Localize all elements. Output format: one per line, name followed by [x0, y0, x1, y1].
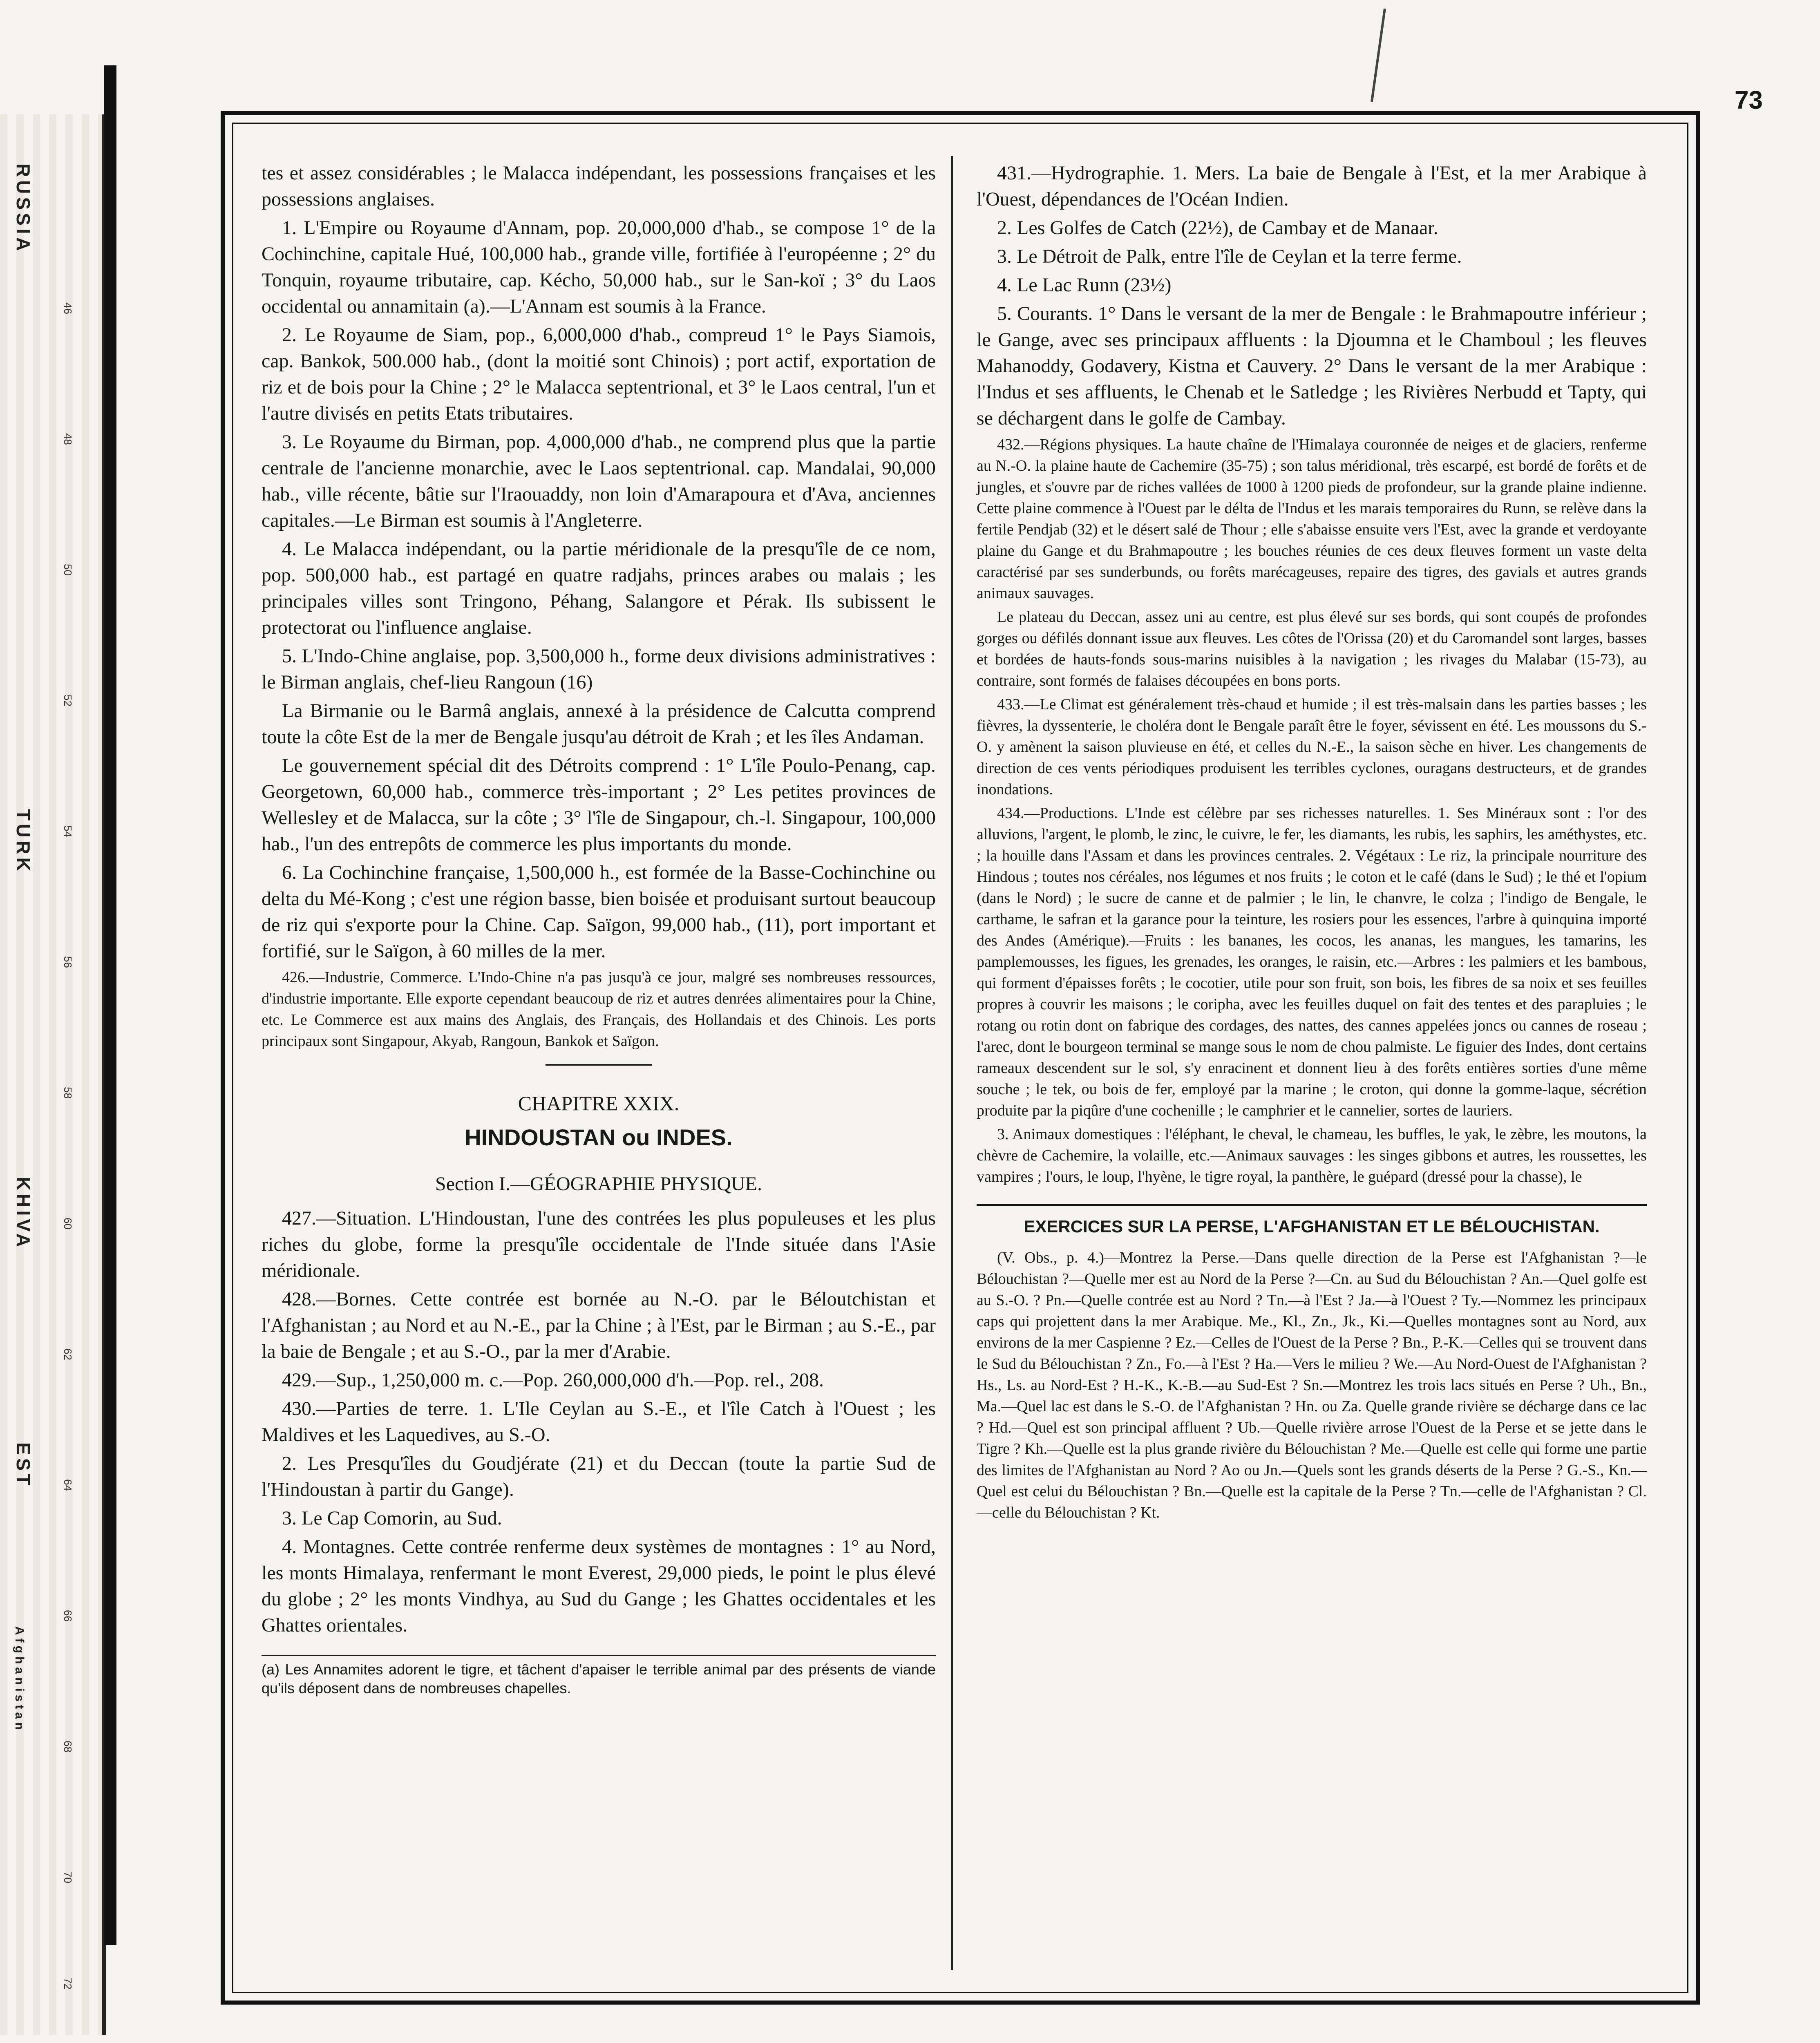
footnote: (a) Les Annamites adorent le tigre, et tâchent d'apaiser le terrible animal par des présents de viande qu'ils déposent dans de nombreuses chapelles.	[262, 1661, 936, 1697]
paragraph-climat: 433.—Le Climat est généralement très-chaud et humide ; il est très-malsain dans les parties basses ; les fièvres, la dyssenterie, le choléra dont le Bengale paraît être le foyer, sévissent en été. Les moussons du S.-O. y amènent la saison pluvieuse en été, et celles du N.-E., la saison sèche en hiver. Les changements de direction de ces vents périodiques produisent les terribles cyclones, ouragans destructeurs, et de grandes inondations.	[977, 696, 1647, 798]
map-number: 70	[62, 1871, 74, 1883]
paragraph-industrie: 426.—Industrie, Commerce. L'Indo-Chine n'a pas jusqu'à ce jour, malgré ses nombreuses ressources, d'industrie importante. Elle exporte cependant beaucoup de riz et autres denrées alimentaires pour la Chine, etc. Le Commerce est aux mains des Anglais, des Français, des Hollandais et des Chinois. Les ports principaux sont Singapour, Akyab, Rangoun, Bankok et Saïgon.	[262, 969, 936, 1050]
paragraph-hydrographie: 431.—Hydrographie. 1. Mers. La baie de Bengale à l'Est, et la mer Arabique à l'Ouest, dépendances de l'Océan Indien.	[977, 162, 1647, 210]
map-strip	[0, 114, 106, 2035]
map-number: 64	[62, 1479, 74, 1491]
map-number: 52	[62, 695, 74, 706]
map-edge	[104, 65, 116, 1945]
paragraph-siam: 2. Le Royaume de Siam, pop., 6,000,000 d'hab., compreud 1° le Pays Siamois, cap. Bankok, 500.000 hab., (dont la moitié sont Chinois) ; port actif, exportation de riz et de bois pour la Chine ; 2° le Malacca septentrional, et 3° le Laos central, l'un et l'autre divisés en petits Etats tributaires.	[262, 324, 936, 424]
paragraph-regions: 432.—Régions physiques. La haute chaîne de l'Himalaya couronnée de neiges et de glaciers, renferme au N.-O. la plaine haute de Cachemire (35-75) ; son talus méridional, très escarpé, est bordé de forêts et de jungles, et s'ouvre par de riches vallées de 1000 à 1200 pieds de profondeur, sur la grande plaine indienne. Cette plaine commence à l'Ouest par le délta de l'Indus et les marais temporaires du Runn, se relève dans la fertile Pendjab (32) et le désert salé de Thour ; elle s'abaisse ensuite vers l'Est, avec la grande et verdoyante plaine du Gange et du Brahmapoutre ; les bouches réunies de ces deux fleuves forment un vaste delta caractérisé par ses sunderbunds, ou forêts marécageuses, repaire des tigres, des gavials et autres grands animaux sauvages.	[977, 436, 1647, 602]
paragraph-annam: 1. L'Empire ou Royaume d'Annam, pop. 20,000,000 d'hab., se compose 1° de la Cochinchine, capitale Hué, 100,000 hab., grande ville, fortifiée à l'européenne ; 2° du Tonquin, royaume tributaire, cap. Kécho, 50,000 hab., sur le San-koï ; 3° du Laos occidental ou annamitain (a).—L'Annam est soumis à la France.	[262, 217, 936, 317]
paragraph-superficie: 429.—Sup., 1,250,000 m. c.—Pop. 260,000,000 d'h.—Pop. rel., 208.	[282, 1369, 824, 1391]
map-number: 54	[62, 825, 74, 837]
paragraph-bornes: 428.—Bornes. Cette contrée est bornée au N.-O. par le Béloutchistan et l'Afghanistan ; au Nord et au N.-E., par la Chine ; à l'Est, par le Birman ; au S.-E., par la baie de Bengale ; et au S.-O., par la mer d'Arabie.	[262, 1288, 936, 1362]
map-number: 48	[62, 433, 74, 445]
chapter-title: HINDOUSTAN ou INDES.	[465, 1124, 733, 1150]
paragraph-courants: 5. Courants. 1° Dans le versant de la mer de Bengale : le Brahmapoutre inférieur ; le Gange, avec ses principaux affluents : la Djoumna et le Chamboul ; les fleuves Mahanoddy, Godavery, Kistna et Cauvery. 2° Dans le versant de la mer Arabique : l'Indus et ses affluents, le Chenab et le Satledge ; les Rivières Nerbudd et Tapty, qui se déchargent dans le golfe de Cambay.	[977, 303, 1647, 429]
paragraph-situation: 427.—Situation. L'Hindoustan, l'une des contrées les plus populeuses et les plus riches du globe, forme la presqu'île occidentale de l'Inde située dans l'Asie méridionale.	[262, 1207, 936, 1281]
exercises-text: (V. Obs., p. 4.)—Montrez la Perse.—Dans quelle direction de la Perse est l'Afghanistan ?—le Bélouchistan ?—Quelle mer est au Nord de la Perse ?—Cn. au Sud du Bélouchistan ? An.—Quel golfe est au S.-O. ? Pn.—Quelle contrée est au Nord ? Tn.—à l'Est ? Ja.—à l'Ouest ? Ty.—Nommez les principaux caps qui projettent dans la mer Arabique. Me., Kl., Zn., Jk., Ki.—Quelles montagnes sont au Nord, aux environs de la mer Caspienne ? Ez.—Celles de l'Ouest de la Perse ? Bn., P.-K.—Celles qui se trouvent dans le Sud du Bélouchistan ? Zn., Fo.—à l'Est ? Ha.—Vers le milieu ? We.—Au Nord-Ouest de l'Afghanistan ? Hs., Ls. au Nord-Est ? H.-K., K.-B.—au Sud-Est ? Sn.—Montrez les trois lacs situés en Perse ? Uh., Bn., Ma.—Quel lac est dans le S.-O. de l'Afghanistan ? Hn. ou Za. Quelle grande rivière se décharge dans ce lac ? Hd.—Quel est son principal affluent ? Ub.—Quelle rivière arrose l'Ouest de la Perse et se jette dans le Tigre ? Kh.—Quelle est la plus grande rivière du Bélouchistan ? Me.—Quelle est celle qui forme une partie des limites de l'Afghanistan au Nord ? Ao ou Jn.—Quels sont les grands déserts de la Perse ? G.-S., Kn.—Quel est celui du Bélouchistan ? Bn.—Quelle est la capitale de la Perse ? Tn.—celle de l'Afghanistan ? Cl.—celle du Bélouchistan ? Kt.	[977, 1249, 1647, 1521]
page-frame	[221, 111, 1700, 2005]
footnote-rule	[262, 1655, 936, 1656]
paragraph-animaux: 3. Animaux domestiques : l'éléphant, le cheval, le chameau, les buffles, le yak, le zèbre, les moutons, la chèvre de Cachemire, la volaille, etc.—Animaux sauvages : les singes gibbons et autres, les roussettes, les vampires ; l'ours, le loup, l'hyène, le tigre royal, la panthère, le guépard (dressé pour la chasse), le	[977, 1126, 1647, 1185]
map-number: 56	[62, 956, 74, 968]
paragraph-detroits: Le gouvernement spécial dit des Détroits comprend : 1° L'île Poulo-Penang, cap. Georgetown, 60,000 hab., commerce très-important ; 2° Les petites provinces de Wellesley et de Malacca, sur la côte ; 3° l'île de Singapour, ch.-l. Singapour, 100,000 hab., l'un des entrepôts de commerce les plus importants du monde.	[262, 755, 936, 855]
exercises-title: EXERCICES SUR LA PERSE, L'AFGHANISTAN ET LE BÉLOUCHISTAN.	[1024, 1217, 1600, 1236]
map-number: 58	[62, 1087, 74, 1099]
left-column	[262, 160, 936, 1698]
paragraph-deccan: Le plateau du Deccan, assez uni au centre, est plus élevé sur ses bords, qui sont coupés de profondes gorges ou défilés donnant issue aux fleuves. Les côtes de l'Orissa (20) et du Caromandel sont larges, basses et bordées de hauts-fonds sous-marins nuisibles à la navigation ; les rivages du Malabar (15-73), au contraire, sont formés de falaises découpées en bons ports.	[977, 608, 1647, 689]
paragraph-indochine: 5. L'Indo-Chine anglaise, pop. 3,500,000 h., forme deux divisions administratives : le Birman anglais, chef-lieu Rangoun (16)	[262, 645, 936, 693]
exercises-box	[977, 1204, 1647, 1523]
paragraph-parties-terre: 430.—Parties de terre. 1. L'Ile Ceylan au S.-E., et l'île Catch à l'Ouest ; les Maldives et les Laquedives, au S.-O.	[262, 1398, 936, 1446]
map-number: 62	[62, 1348, 74, 1360]
map-label-russia: RUSSIA	[13, 163, 34, 254]
paragraph-birmanie: La Birmanie ou le Barmâ anglais, annexé à la présidence de Calcutta comprend toute la côte Est de la mer de Bengale jusqu'au détroit de Krah ; et les îles Andaman.	[262, 700, 936, 748]
paragraph-detroit: 3. Le Détroit de Palk, entre l'île de Ceylan et la terre ferme.	[997, 246, 1462, 267]
paragraph: tes et assez considérables ; le Malacca indépendant, les possessions françaises et les possessions anglaises.	[262, 162, 936, 210]
map-label-khiva: KHIVA	[13, 1177, 34, 1250]
map-number: 72	[62, 1978, 74, 1989]
paragraph-cochinchine: 6. La Cochinchine française, 1,500,000 h., est formée de la Basse-Cochinchine ou delta du Mé-Kong ; c'est une région basse, bien boisée et produisant surtout beaucoup de riz qui s'exporte pour la Chine. Cap. Saïgon, 99,000 hab., (11), port important et fortifié, sur le Saïgon, à 60 milles de la mer.	[262, 862, 936, 962]
page-number: 73	[1735, 86, 1763, 114]
chapter-rule	[546, 1064, 652, 1066]
right-column	[977, 160, 1647, 1526]
map-number: 46	[62, 302, 74, 314]
paragraph-birman: 3. Le Royaume du Birman, pop. 4,000,000 d'hab., ne comprend plus que la partie centrale de l'ancienne monarchie, avec le Laos septentrional. cap. Mandalai, 90,000 hab., ville récente, bâtie sur l'Iraouaddy, non loin d'Amarapoura et d'Ava, anciennes capitales.—Le Birman est soumis à l'Angleterre.	[262, 431, 936, 531]
paragraph-montagnes: 4. Montagnes. Cette contrée renferme deux systèmes de montagnes : 1° au Nord, les monts Himalaya, renfermant le mont Everest, 29,000 pieds, le point le plus élevé du globe ; 2° les monts Vindhya, au Sud du Gange ; les Ghattes occidentales et les Ghattes orientales.	[262, 1536, 936, 1636]
map-label-turk: TURK	[13, 809, 34, 874]
map-label-est: EST	[13, 1442, 34, 1489]
paragraph-cap: 3. Le Cap Comorin, au Sud.	[282, 1507, 502, 1529]
map-label-afghanistan: Afghanistan	[13, 1626, 26, 1733]
section-heading: Section I.—GÉOGRAPHIE PHYSIQUE.	[435, 1173, 762, 1195]
paragraph-malacca: 4. Le Malacca indépendant, ou la partie méridionale de la presqu'île de ce nom, pop. 500,000 hab., est partagé en quatre radjahs, princes arabes ou malais ; les principales villes sont Tringono, Péhang, Salangore et Pérak. Ils subissent le protectorat ou l'influence anglaise.	[262, 538, 936, 638]
map-number: 60	[62, 1218, 74, 1229]
map-number: 66	[62, 1610, 74, 1622]
map-number: 50	[62, 564, 74, 576]
paragraph-lac: 4. Le Lac Runn (23½)	[997, 274, 1172, 296]
map-number: 68	[62, 1741, 74, 1752]
paragraph-golfes: 2. Les Golfes de Catch (22½), de Cambay et de Manaar.	[997, 217, 1438, 239]
column-divider	[951, 156, 953, 1970]
paragraph-productions: 434.—Productions. L'Inde est célèbre par ses richesses naturelles. 1. Ses Minéraux sont : l'or des alluvions, l'argent, le plomb, le zinc, le cuivre, le fer, les diamants, les rubis, les saphirs, les améthystes, etc. ; la houille dans l'Assam et dans les provinces centrales. 2. Végétaux : Le riz, la principale nourriture des Hindous ; toutes nos céréales, nos légumes et nos fruits ; le coton et le café (dans le Sud) ; le thé et l'opium (dans le Nord) ; le sucre de canne et de palmier ; le lin, le chanvre, le colza ; l'indigo de Bengale, le carthame, le safran et la garance pour la teinture, les rosiers pour les essences, l'arbre à quinquina importé des Andes (Amérique).—Fruits : les bananes, les cocos, les ananas, les mangues, les tamarins, les pamplemousses, les figues, les grenades, les oranges, le raisin, etc.—Arbres : les palmiers et les bambous, qui forment d'épaisses forêts ; le cocotier, utile pour son fruit, son bois, les fibres de sa noix et ses feuilles propres à couvrir les maisons ; le coripha, avec les feuilles duquel on fait des tentes et des parapluies ; le rotang ou rotin dont on fabrique des cordages, des nattes, des cannes appelées joncs ou cannes de roseau ; l'arec, dont le bourgeon terminal se mange sous le nom de chou palmiste. Le figuier des Indes, dont certains rameaux descendent sur le sol, s'y enracinent et donnent lieu à des forêts entières sorties d'une même souche ; le tek, ou bois de fer, employé par la marine ; le croton, qui donne la gomme-laque, sécrétion produite par la piqûre d'une cochenille ; le camphrier et le cannelier, sortes de lauriers.	[977, 805, 1647, 1119]
paragraph-presquiles: 2. Les Presqu'îles du Goudjérate (21) et du Deccan (toute la partie Sud de l'Hindoustan à partir du Gange).	[262, 1453, 936, 1500]
chapter-heading: CHAPITRE XXIX.	[518, 1092, 680, 1115]
pencil-mark	[1371, 9, 1386, 102]
